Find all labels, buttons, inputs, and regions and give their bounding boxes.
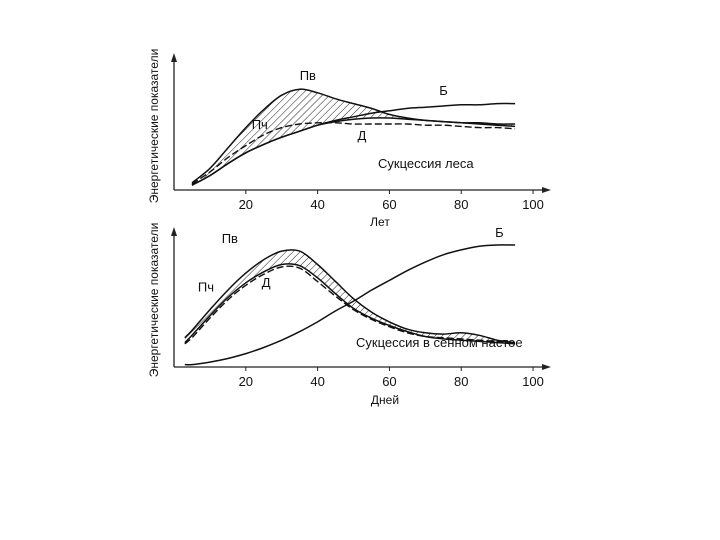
forest-xtick-label: 60 — [382, 197, 397, 212]
hay-xtick-label: 100 — [522, 374, 544, 389]
forest-label-Б: Б — [439, 82, 448, 98]
hay-y-arrow — [171, 227, 177, 236]
hay-xlabel: Дней — [370, 393, 400, 407]
forest-ticks — [239, 190, 544, 212]
forest-xlabel: Лет — [370, 215, 390, 229]
hay-xtick-label: 60 — [382, 374, 397, 389]
hay-label-Пв: Пв — [221, 231, 238, 247]
hay-x-arrow — [542, 364, 551, 370]
forest-y-arrow — [171, 53, 177, 62]
forest-xtick-label: 40 — [310, 197, 325, 212]
hay-ylabel: Энергетические показатели — [147, 222, 161, 378]
forest-label-Пв: Пв — [299, 68, 316, 84]
hay-series-Пв — [185, 250, 515, 343]
forest-xtick-label: 80 — [454, 197, 469, 212]
hay-hatched-band — [185, 250, 515, 344]
hay-ticks — [239, 367, 544, 389]
hay-label-Б: Б — [495, 225, 504, 240]
hay-label-Д: Д — [261, 275, 271, 290]
forest-label-Пч: Пч — [251, 117, 268, 133]
chart-hay — [147, 223, 551, 407]
forest-xtick-label: 100 — [522, 197, 544, 212]
hay-annotation: Сукцессия в сенном настое — [356, 335, 523, 350]
hay-xtick-label: 80 — [454, 374, 469, 389]
chart-forest — [147, 49, 551, 229]
forest-x-arrow — [542, 187, 551, 193]
forest-label-Д: Д — [357, 128, 367, 143]
forest-ylabel: Энергетические показатели — [147, 48, 161, 204]
forest-annotation: Сукцессия леса — [378, 156, 474, 171]
hay-xtick-label: 20 — [238, 374, 254, 389]
hay-hatch-layer — [185, 250, 515, 344]
hay-label-Пч: Пч — [197, 279, 215, 295]
hay-xtick-label: 40 — [310, 374, 325, 389]
forest-xtick-label: 20 — [238, 197, 254, 212]
